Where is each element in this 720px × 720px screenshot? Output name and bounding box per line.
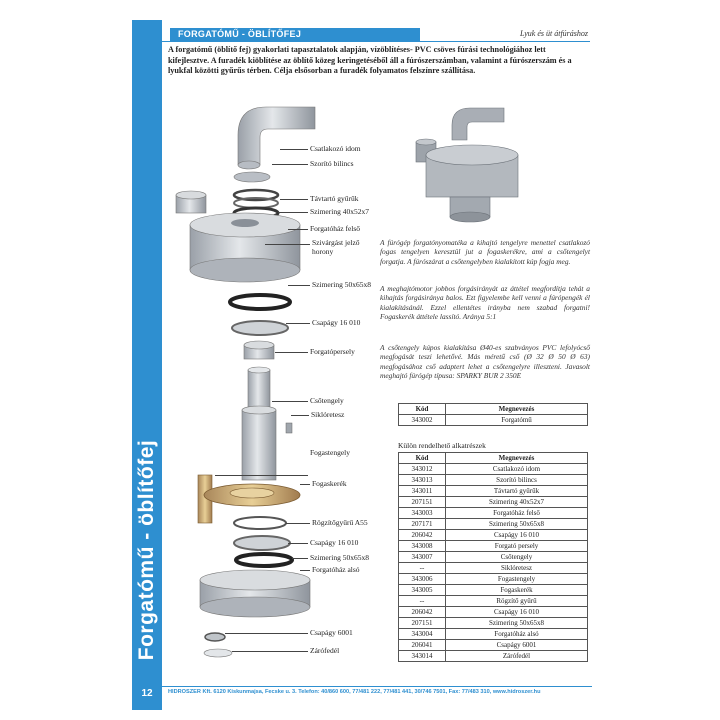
label-clamp: Szorító bilincs: [310, 159, 354, 168]
table-row: [399, 486, 588, 497]
label-bearing-6001: Csapágy 6001: [310, 628, 353, 637]
table-row: [399, 464, 588, 475]
cell-name: Szimering 40x52x7: [446, 497, 588, 508]
table-row: [399, 607, 588, 618]
bearing-6001: [205, 633, 225, 641]
end-cover: [204, 649, 232, 657]
cell-code: 207151: [399, 497, 446, 508]
table-row: [399, 541, 588, 552]
table-row: [399, 596, 588, 607]
cell-name: Fogaskerék: [446, 585, 588, 596]
key-part: [286, 423, 292, 433]
leader-line: [292, 558, 308, 559]
intro-paragraph: A forgatómű (öblítő fej) gyakorlati tapasztalatok alapján, vízöblítéses- PVC csöves fúrási technológiához lett kifejlesztve. A furadék kiöblítése az öblítő közeg keringetéséből áll a fúrószerszámban, valamint a fúrószerszám és a lyukfal közötti gyűrűs térben. Célja elsősorban a furadék folyamatos felszínre szállítása.: [168, 45, 572, 75]
label-connector: Csatlakozó idom: [310, 144, 361, 153]
sidebar-title: [133, 420, 161, 680]
leader-line: [288, 229, 308, 230]
leader-line: [288, 543, 308, 544]
cell-code: 343004: [399, 629, 446, 640]
cell-code: 343013: [399, 475, 446, 486]
label-bushing: Forgatópersely: [310, 347, 355, 356]
cell-name: Forgatóház alsó: [446, 629, 588, 640]
cell-name: Fogastengely: [446, 574, 588, 585]
column-header-code: Kód: [399, 404, 446, 415]
table-row: [399, 651, 588, 662]
cell-name: Csapágy 16 010: [446, 607, 588, 618]
leader-line: [280, 199, 308, 200]
page-number: 12: [141, 688, 153, 699]
label-tube-shaft: Csőtengely: [310, 396, 344, 405]
cell-code: --: [399, 563, 446, 574]
label-gear-wheel: Fogaskerék: [312, 479, 347, 488]
bearing-upper: [232, 321, 288, 335]
cell-code: 343002: [399, 415, 446, 426]
sidebar-title-text: Forgatómű - öblítőfej: [135, 439, 158, 661]
cell-code: 206042: [399, 530, 446, 541]
footer-contact: HIDROSZER Kft. 6120 Kiskunmajsa, Fecske u. 3. Telefon: 40/860 600, 77/481 222, 77/481 441, 30/746 7501, Fax: 77/483 310, www.hidroszer.hu: [168, 689, 541, 695]
cell-code: 343003: [399, 508, 446, 519]
leader-line: [232, 651, 308, 652]
cell-name: Forgató persely: [446, 541, 588, 552]
label-key: Siklóretesz: [311, 410, 345, 419]
cell-code: 206041: [399, 640, 446, 651]
column-header-code: Kód: [399, 453, 446, 464]
cell-code: 343011: [399, 486, 446, 497]
table-row: [399, 508, 588, 519]
page-title: FORGATÓMŰ - ÖBLÍTŐFEJ: [178, 29, 302, 39]
label-retaining-ring: Rögzítőgyűrű A55: [312, 518, 368, 527]
leader-line: [280, 149, 308, 150]
assembled-unit-photo: [412, 100, 522, 225]
leader-line: [288, 285, 310, 286]
table-header-row: [399, 453, 588, 464]
table-row: [399, 563, 588, 574]
label-spacer: Távtartó gyűrűk: [310, 194, 359, 203]
cell-name: Szorító bilincs: [446, 475, 588, 486]
cell-name: Siklóretesz: [446, 563, 588, 574]
leader-line: [286, 323, 310, 324]
cell-name: Zárófedél: [446, 651, 588, 662]
cell-code: 207151: [399, 618, 446, 629]
header-subtitle: Lyuk és üt átfúráshoz: [520, 29, 588, 38]
seal-lower: [236, 554, 292, 566]
leader-line: [215, 475, 308, 476]
upper-housing: [176, 191, 300, 282]
leader-line: [275, 352, 308, 353]
table-row: [399, 519, 588, 530]
leader-line: [286, 523, 310, 524]
table-header-row: [399, 404, 588, 415]
table-row: [399, 415, 588, 426]
label-leak-groove: Szivárgást jelző horony: [312, 238, 360, 256]
description-drive: A fúrógép forgatónyomatéka a kihajtó tengelyre menettel csatlakozó fogas tengelyen keresztül jut a fogaskerékre, ami a csőtengelyt forgatja. A fúrószárat a csőtengelyben kialakított kúp fogja meg.: [380, 238, 590, 266]
cell-code: 343014: [399, 651, 446, 662]
leader-line: [300, 484, 310, 485]
product-table: [398, 403, 588, 426]
leader-line: [278, 212, 308, 213]
cell-name: Csapágy 6001: [446, 640, 588, 651]
label-seal-40: Szimering 40x52x7: [310, 207, 369, 216]
leader-line: [291, 415, 309, 416]
leader-line: [265, 244, 310, 245]
cell-name: Szimering 50x65x8: [446, 519, 588, 530]
table-row: [399, 552, 588, 563]
column-header-name: Megnevezés: [446, 453, 588, 464]
parts-table-caption: Külön rendelhető alkatrészek: [398, 441, 486, 450]
leader-line: [272, 164, 308, 165]
cell-name: Csőtengely: [446, 552, 588, 563]
cell-name: Távtartó gyűrűk: [446, 486, 588, 497]
cell-code: 343012: [399, 464, 446, 475]
table-row: [399, 585, 588, 596]
label-upper-housing: Forgatóház felső: [310, 224, 361, 233]
label-seal-lower: Szimering 50x65x8: [310, 553, 369, 562]
cell-name: Forgatómű: [446, 415, 588, 426]
elbow-fitting: [238, 107, 315, 165]
bearing-lower: [234, 536, 290, 550]
label-bearing-lower: Csapágy 16 010: [310, 538, 359, 547]
label-lower-housing: Forgatóház alsó: [312, 565, 360, 574]
lower-housing: [200, 570, 310, 617]
table-row: [399, 530, 588, 541]
clamp-part: [234, 172, 270, 182]
cell-name: Forgatóház felső: [446, 508, 588, 519]
table-row: [399, 475, 588, 486]
table-row: [399, 629, 588, 640]
column-header-name: Megnevezés: [446, 404, 588, 415]
label-end-cover: Zárófedél: [310, 646, 340, 655]
seal-ring: [230, 295, 290, 309]
cell-code: 206042: [399, 607, 446, 618]
leader-line: [300, 570, 310, 571]
cell-name: Csatlakozó idom: [446, 464, 588, 475]
header-title-bar: [170, 28, 420, 41]
table-row: [399, 574, 588, 585]
leader-line: [225, 633, 308, 634]
tube-shaft: [242, 367, 276, 480]
cell-name: Csapágy 16 010: [446, 530, 588, 541]
cell-code: 343006: [399, 574, 446, 585]
label-bearing-upper: Csapágy 16 010: [312, 318, 361, 327]
leader-line: [272, 401, 308, 402]
cell-code: 343007: [399, 552, 446, 563]
table-row: [399, 640, 588, 651]
cell-code: 343008: [399, 541, 446, 552]
exploded-assembly-drawing: [160, 95, 320, 665]
table-row: [399, 618, 588, 629]
label-seal-50: Szimering 50x65x8: [312, 280, 371, 289]
footer-divider: [162, 686, 592, 687]
description-rotation: A meghajtómotor jobbos forgásirányát az áttétel megfordítja tehát a kihajtás forgásiránya balos. Ezt figyelembe kell venni a fúrópengék él kialakításánál. Ezzel ellentétes irányba nem szabad forgatni! Fogaskerék áttétele lassító. Aránya 5:1: [380, 284, 590, 322]
table-row: [399, 497, 588, 508]
cell-name: Szimering 50x65x8: [446, 618, 588, 629]
retaining-ring: [234, 517, 286, 529]
description-tube: A csőtengely kúpos kialakítása Ø40-es szabványos PVC lefolyócső megfogását teszi lehetővé. Más méretű cső (Ø 32 Ø 50 Ø 63) megfogásához cső adaptert lehet a csőtengelyre illeszteni. Javasolt meghajtó fúrógép típusa: SPARKY BUR 2 350E: [380, 343, 590, 381]
label-gear-shaft: Fogastengely: [310, 448, 350, 457]
cell-code: 207171: [399, 519, 446, 530]
parts-table: [398, 452, 588, 662]
cell-name: Rögzítő gyűrű: [446, 596, 588, 607]
cell-code: 343005: [399, 585, 446, 596]
header-divider: [162, 41, 590, 42]
cell-code: --: [399, 596, 446, 607]
